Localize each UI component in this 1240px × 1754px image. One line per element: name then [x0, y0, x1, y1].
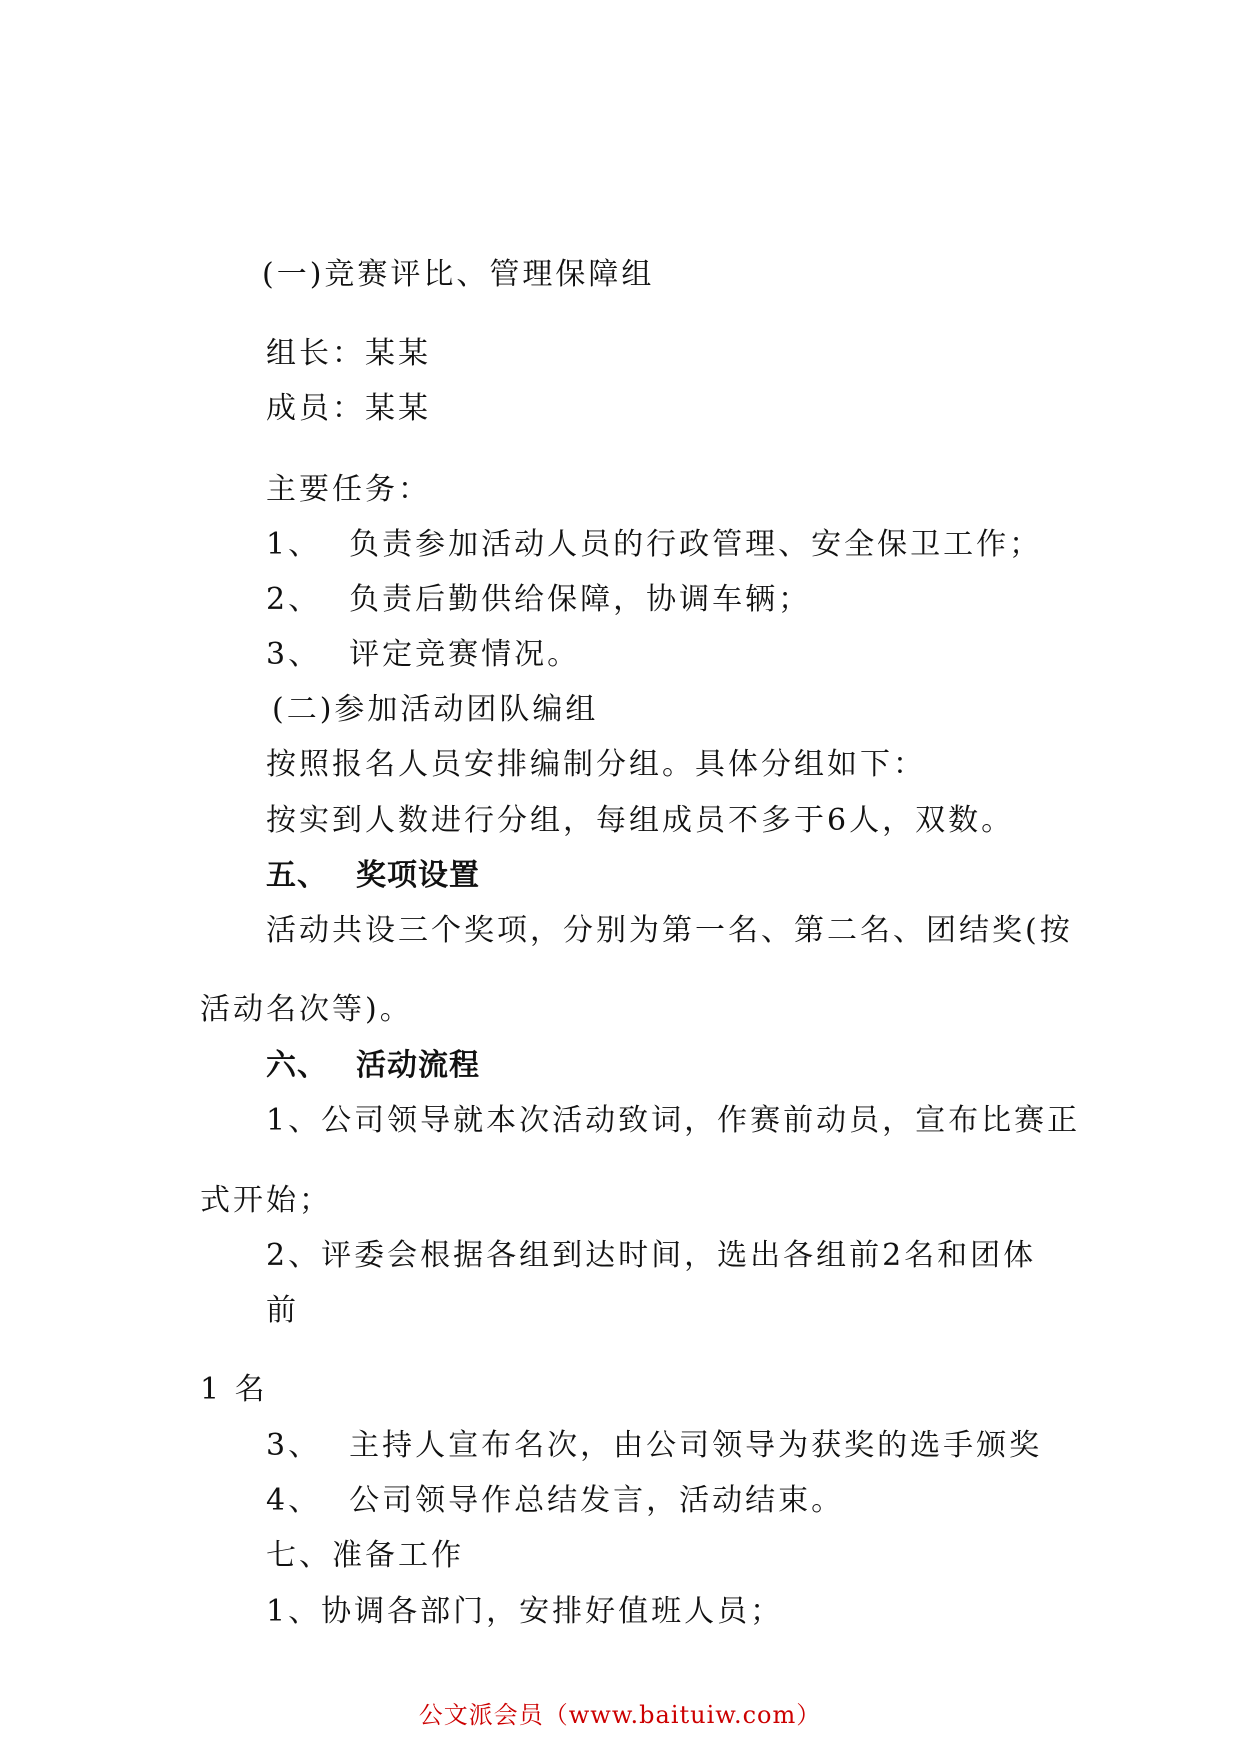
preparation-step-1: 1、协调各部门，安排好值班人员；: [266, 1594, 784, 1629]
grouping-text: 按照报名人员安排编制分组。具体分组如下：: [266, 747, 926, 782]
process-step-1: 1、公司领导就本次活动致词，作赛前动员，宣布比赛正: [266, 1103, 1081, 1138]
section-number: 六、: [266, 1048, 328, 1083]
awards-text: 活动共设三个奖项，分别为第一名、第二名、团结奖(按: [266, 913, 1073, 948]
group-members: 成员：某某: [266, 391, 431, 426]
process-step-4: [266, 1481, 844, 1521]
section-5-heading: [266, 856, 480, 896]
task-number: 2、: [266, 582, 322, 617]
task-item: [266, 635, 580, 675]
tasks-label: 主要任务：: [266, 472, 431, 507]
section-7-heading: 七、准备工作: [266, 1538, 464, 1573]
process-step-2: 2、评委会根据各组到达时间，选出各组前2名和团体: [266, 1238, 1037, 1273]
awards-text-continued: 活动名次等)。: [200, 992, 413, 1027]
task-text: 负责后勤供给保障，协调车辆；: [349, 582, 812, 617]
section-6-heading: [266, 1046, 480, 1086]
task-item: [266, 580, 811, 620]
task-text: 负责参加活动人员的行政管理、安全保卫工作；: [349, 527, 1043, 562]
task-number: 1、: [266, 527, 322, 562]
step-text: 公司领导作总结发言，活动结束。: [349, 1483, 845, 1518]
process-step-1-continued: 式开始；: [200, 1183, 332, 1218]
step-number: 4、: [266, 1483, 322, 1518]
section-title: 活动流程: [356, 1048, 480, 1083]
process-step-2-end: 1 名: [200, 1372, 268, 1407]
step-number: 3、: [266, 1428, 322, 1463]
footer-watermark: 公文派会员（www.baituiw.com）: [418, 1701, 822, 1729]
section-2-heading: (二)参加活动团队编组: [272, 692, 599, 727]
grouping-rule: 按实到人数进行分组，每组成员不多于6人，双数。: [266, 803, 1015, 838]
step-text: 主持人宣布名次，由公司领导为获奖的选手颁奖: [349, 1428, 1043, 1463]
task-text: 评定竞赛情况。: [349, 637, 581, 672]
group-leader: 组长：某某: [266, 336, 431, 371]
section-number: 五、: [266, 858, 328, 893]
task-item: [266, 525, 1042, 565]
section-title: 奖项设置: [356, 858, 480, 893]
process-step-3: [266, 1426, 1042, 1466]
section-1-heading: (一)竞赛评比、管理保障组: [262, 257, 655, 292]
task-number: 3、: [266, 637, 322, 672]
process-step-2-continued: 前: [266, 1293, 299, 1328]
